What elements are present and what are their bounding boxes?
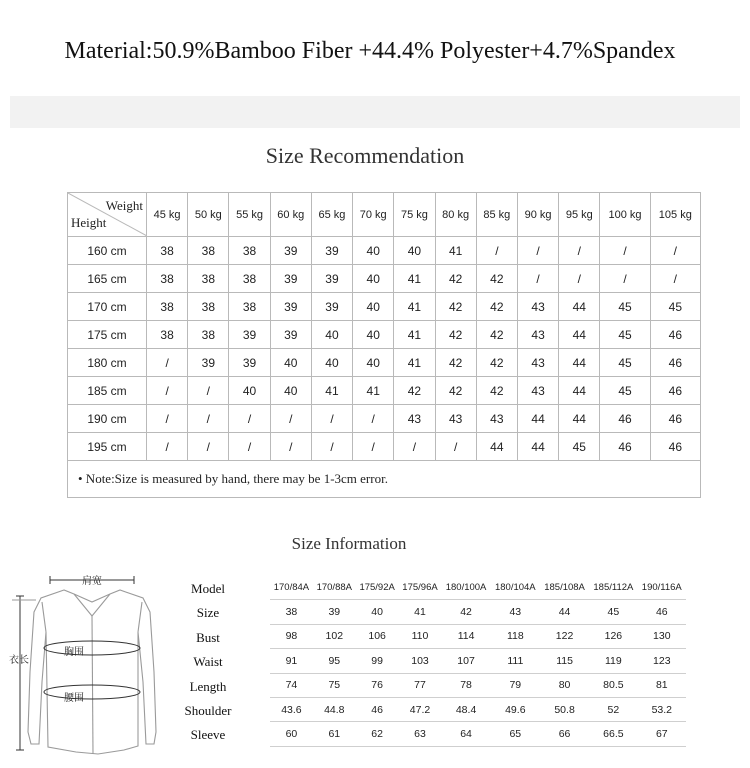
measurement-cell: 64	[441, 722, 490, 746]
size-cell: 43	[394, 405, 435, 433]
measurement-cell: 67	[638, 722, 686, 746]
size-cell: 40	[353, 349, 394, 377]
measurement-cell: 126	[589, 624, 637, 648]
size-cell: /	[270, 433, 311, 461]
measurement-cell: 46	[638, 600, 686, 624]
model-header-cell: 175/92A	[359, 582, 395, 594]
waist-label: 腰围	[64, 693, 84, 704]
size-cell: 39	[270, 321, 311, 349]
size-cell: /	[650, 237, 700, 265]
size-cell: 39	[270, 265, 311, 293]
table-row	[68, 433, 701, 461]
measurement-cell: 39	[313, 600, 356, 624]
size-cell: 46	[650, 321, 700, 349]
size-cell: /	[147, 433, 188, 461]
measurement-cell: 60	[270, 722, 313, 746]
size-cell: /	[147, 377, 188, 405]
height-cell: 195 cm	[68, 433, 147, 461]
model-header-cell: 175/96A	[402, 582, 438, 594]
weight-header-cell: 85 kg	[476, 193, 517, 237]
weight-header-cell: 100 kg	[600, 193, 650, 237]
size-cell: 45	[650, 293, 700, 321]
size-cell: 44	[517, 433, 558, 461]
size-cell: /	[435, 433, 476, 461]
measurement-cell: 38	[270, 600, 313, 624]
measurement-cell: 43	[491, 600, 540, 624]
measurement-cell: 44.8	[313, 697, 356, 721]
table-row	[270, 600, 686, 624]
size-cell: /	[476, 237, 517, 265]
table-row	[68, 377, 701, 405]
measurement-cell: 102	[313, 624, 356, 648]
size-cell: 43	[435, 405, 476, 433]
size-cell: 45	[600, 293, 650, 321]
size-cell: 43	[517, 321, 558, 349]
size-cell: /	[650, 265, 700, 293]
size-recommendation-title: Size Recommendation	[265, 143, 465, 168]
size-cell: 42	[476, 293, 517, 321]
size-cell: 46	[650, 433, 700, 461]
height-cell: 165 cm	[68, 265, 147, 293]
size-cell: 39	[311, 237, 352, 265]
measurement-cell: 130	[638, 624, 686, 648]
table-row	[68, 349, 701, 377]
weight-header-cell: 70 kg	[353, 193, 394, 237]
model-header-cell: 185/108A	[544, 582, 585, 594]
measurement-cell: 53.2	[638, 697, 686, 721]
size-cell: 46	[650, 405, 700, 433]
size-cell: 39	[229, 349, 270, 377]
size-cell: /	[188, 405, 229, 433]
measurement-cell: 44	[540, 600, 589, 624]
weight-header-cell: 50 kg	[188, 193, 229, 237]
size-cell: /	[600, 265, 650, 293]
table-row	[68, 405, 701, 433]
row-label: Waist	[193, 654, 223, 670]
size-cell: /	[311, 433, 352, 461]
size-cell: 38	[229, 265, 270, 293]
row-label: Length	[189, 678, 227, 694]
size-cell: 40	[353, 237, 394, 265]
weight-axis-label: Weight	[105, 198, 143, 213]
height-cell: 160 cm	[68, 237, 147, 265]
size-cell: 44	[559, 321, 600, 349]
size-cell: 42	[435, 321, 476, 349]
corner-header-cell	[68, 193, 147, 237]
weight-header-cell: 60 kg	[270, 193, 311, 237]
size-cell: /	[311, 405, 352, 433]
measurement-cell: 61	[313, 722, 356, 746]
size-cell: 46	[650, 349, 700, 377]
height-cell: 170 cm	[68, 293, 147, 321]
size-cell: /	[188, 377, 229, 405]
measurement-note: • Note:Size is measured by hand, there may be 1-3cm error.	[68, 461, 701, 498]
size-cell: /	[559, 237, 600, 265]
height-cell: 185 cm	[68, 377, 147, 405]
measurement-cell: 80	[540, 673, 589, 697]
size-cell: 43	[517, 349, 558, 377]
size-information-title: Size Information	[291, 534, 407, 553]
table-row	[68, 237, 701, 265]
measurement-cell: 99	[356, 649, 399, 673]
chest-label: 胸围	[64, 647, 84, 658]
height-axis-label: Height	[71, 215, 107, 230]
size-cell: /	[147, 405, 188, 433]
size-cell: 41	[311, 377, 352, 405]
size-cell: 42	[476, 377, 517, 405]
material-composition: Material:50.9%Bamboo Fiber +44.4% Polyester+4.7%Spandex	[64, 38, 676, 64]
size-cell: 39	[270, 237, 311, 265]
weight-header-cell: 75 kg	[394, 193, 435, 237]
height-cell: 190 cm	[68, 405, 147, 433]
size-recommendation-table	[67, 192, 701, 498]
table-row	[68, 321, 701, 349]
size-cell: 39	[311, 265, 352, 293]
shoulder-label: 肩宽	[82, 576, 102, 587]
size-cell: 44	[559, 293, 600, 321]
measurement-cell: 95	[313, 649, 356, 673]
measurement-cell: 52	[589, 697, 637, 721]
measurement-cell: 114	[441, 624, 490, 648]
size-cell: 38	[188, 293, 229, 321]
size-cell: 39	[188, 349, 229, 377]
weight-header-cell: 45 kg	[147, 193, 188, 237]
size-information-table	[270, 576, 686, 747]
size-cell: 42	[476, 321, 517, 349]
model-header-cell: 180/100A	[445, 582, 487, 594]
shirt-measurement-diagram	[6, 572, 174, 757]
size-cell: 40	[311, 349, 352, 377]
size-cell: 45	[600, 377, 650, 405]
size-cell: 39	[311, 293, 352, 321]
size-cell: 41	[394, 321, 435, 349]
size-cell: 38	[147, 237, 188, 265]
measurement-cell: 74	[270, 673, 313, 697]
size-cell: 42	[435, 265, 476, 293]
size-cell: 44	[559, 349, 600, 377]
measurement-cell: 41	[399, 600, 442, 624]
table-row	[270, 697, 686, 721]
length-label: 衣长	[9, 655, 29, 666]
size-cell: 40	[270, 377, 311, 405]
size-cell: /	[600, 237, 650, 265]
size-cell: 40	[353, 321, 394, 349]
size-cell: 40	[394, 237, 435, 265]
size-cell: 39	[270, 293, 311, 321]
size-cell: /	[353, 405, 394, 433]
size-cell: 45	[600, 321, 650, 349]
size-cell: 42	[476, 265, 517, 293]
measurement-cell: 47.2	[399, 697, 442, 721]
measurement-cell: 77	[399, 673, 442, 697]
size-cell: 41	[353, 377, 394, 405]
measurement-cell: 91	[270, 649, 313, 673]
size-cell: 38	[188, 237, 229, 265]
model-header-cell: 185/112A	[593, 582, 634, 594]
table-row	[68, 293, 701, 321]
measurement-cell: 78	[441, 673, 490, 697]
table-row	[270, 673, 686, 697]
size-cell: /	[229, 433, 270, 461]
size-cell: /	[559, 265, 600, 293]
size-cell: 46	[600, 405, 650, 433]
weight-header-cell: 80 kg	[435, 193, 476, 237]
measurement-cell: 49.6	[491, 697, 540, 721]
size-cell: 45	[600, 349, 650, 377]
measurement-cell: 40	[356, 600, 399, 624]
size-cell: 45	[559, 433, 600, 461]
weight-header-cell: 90 kg	[517, 193, 558, 237]
size-cell: /	[517, 237, 558, 265]
size-cell: 41	[394, 293, 435, 321]
measurement-cell: 110	[399, 624, 442, 648]
model-header-cell: 180/104A	[494, 582, 536, 594]
measurement-cell: 119	[589, 649, 637, 673]
measurement-cell: 66	[540, 722, 589, 746]
measurement-cell: 118	[491, 624, 540, 648]
measurement-cell: 122	[540, 624, 589, 648]
shirt-outline-icon	[28, 590, 156, 754]
size-cell: /	[270, 405, 311, 433]
measurement-cell: 106	[356, 624, 399, 648]
size-cell: 38	[229, 293, 270, 321]
size-cell: 41	[435, 237, 476, 265]
size-cell: 40	[311, 321, 352, 349]
measurement-cell: 98	[270, 624, 313, 648]
size-cell: /	[229, 405, 270, 433]
measurement-cell: 75	[313, 673, 356, 697]
size-cell: 41	[394, 265, 435, 293]
size-cell: 44	[559, 377, 600, 405]
size-cell: 40	[229, 377, 270, 405]
divider-band	[10, 96, 740, 128]
size-cell: 38	[147, 321, 188, 349]
measurement-cell: 42	[441, 600, 490, 624]
size-cell: 42	[435, 349, 476, 377]
measurement-cell: 115	[540, 649, 589, 673]
size-cell: 40	[270, 349, 311, 377]
size-cell: 46	[600, 433, 650, 461]
weight-header-cell: 55 kg	[229, 193, 270, 237]
size-cell: 46	[650, 377, 700, 405]
size-cell: 43	[517, 377, 558, 405]
size-info-row-labels	[176, 578, 240, 749]
measurement-cell: 50.8	[540, 697, 589, 721]
size-cell: 41	[394, 349, 435, 377]
measurement-cell: 103	[399, 649, 442, 673]
model-header-cell: 170/88A	[316, 582, 352, 594]
measurement-cell: 63	[399, 722, 442, 746]
height-cell: 175 cm	[68, 321, 147, 349]
size-cell: 42	[435, 293, 476, 321]
size-cell: /	[147, 349, 188, 377]
row-label: Bust	[196, 629, 220, 645]
model-header-cell: 170/84A	[273, 582, 310, 594]
size-cell: 42	[435, 377, 476, 405]
size-cell: 38	[188, 265, 229, 293]
size-cell: 42	[394, 377, 435, 405]
measurement-cell: 66.5	[589, 722, 637, 746]
weight-header-cell: 65 kg	[311, 193, 352, 237]
measurement-cell: 79	[491, 673, 540, 697]
row-label: Sleeve	[190, 727, 226, 743]
measurement-cell: 48.4	[441, 697, 490, 721]
size-cell: 44	[517, 405, 558, 433]
size-cell: 38	[188, 321, 229, 349]
size-cell: 44	[559, 405, 600, 433]
size-cell: /	[517, 265, 558, 293]
table-row	[270, 649, 686, 673]
size-cell: 42	[476, 349, 517, 377]
size-cell: 44	[476, 433, 517, 461]
size-cell: 38	[147, 265, 188, 293]
size-cell: 38	[229, 237, 270, 265]
size-cell: 38	[147, 293, 188, 321]
measurement-cell: 111	[491, 649, 540, 673]
row-label: Shoulder	[184, 702, 232, 718]
weight-header-cell: 95 kg	[559, 193, 600, 237]
table-row	[270, 722, 686, 746]
size-cell: /	[353, 433, 394, 461]
row-label: Size	[196, 605, 220, 621]
weight-header-cell: 105 kg	[650, 193, 700, 237]
row-label: Model	[191, 581, 225, 596]
measurement-cell: 43.6	[270, 697, 313, 721]
measurement-cell: 80.5	[589, 673, 637, 697]
size-cell: 40	[353, 265, 394, 293]
measurement-cell: 45	[589, 600, 637, 624]
measurement-cell: 81	[638, 673, 686, 697]
size-cell: 40	[353, 293, 394, 321]
size-cell: 39	[229, 321, 270, 349]
model-header-cell: 190/116A	[641, 582, 682, 594]
measurement-lines-icon	[12, 576, 140, 750]
measurement-cell: 123	[638, 649, 686, 673]
measurement-cell: 76	[356, 673, 399, 697]
size-cell: /	[188, 433, 229, 461]
measurement-cell: 46	[356, 697, 399, 721]
size-cell: 43	[517, 293, 558, 321]
table-row	[68, 265, 701, 293]
size-cell: 43	[476, 405, 517, 433]
measurement-cell: 107	[441, 649, 490, 673]
size-cell: /	[394, 433, 435, 461]
measurement-cell: 62	[356, 722, 399, 746]
measurement-cell: 65	[491, 722, 540, 746]
height-cell: 180 cm	[68, 349, 147, 377]
table-row	[270, 624, 686, 648]
